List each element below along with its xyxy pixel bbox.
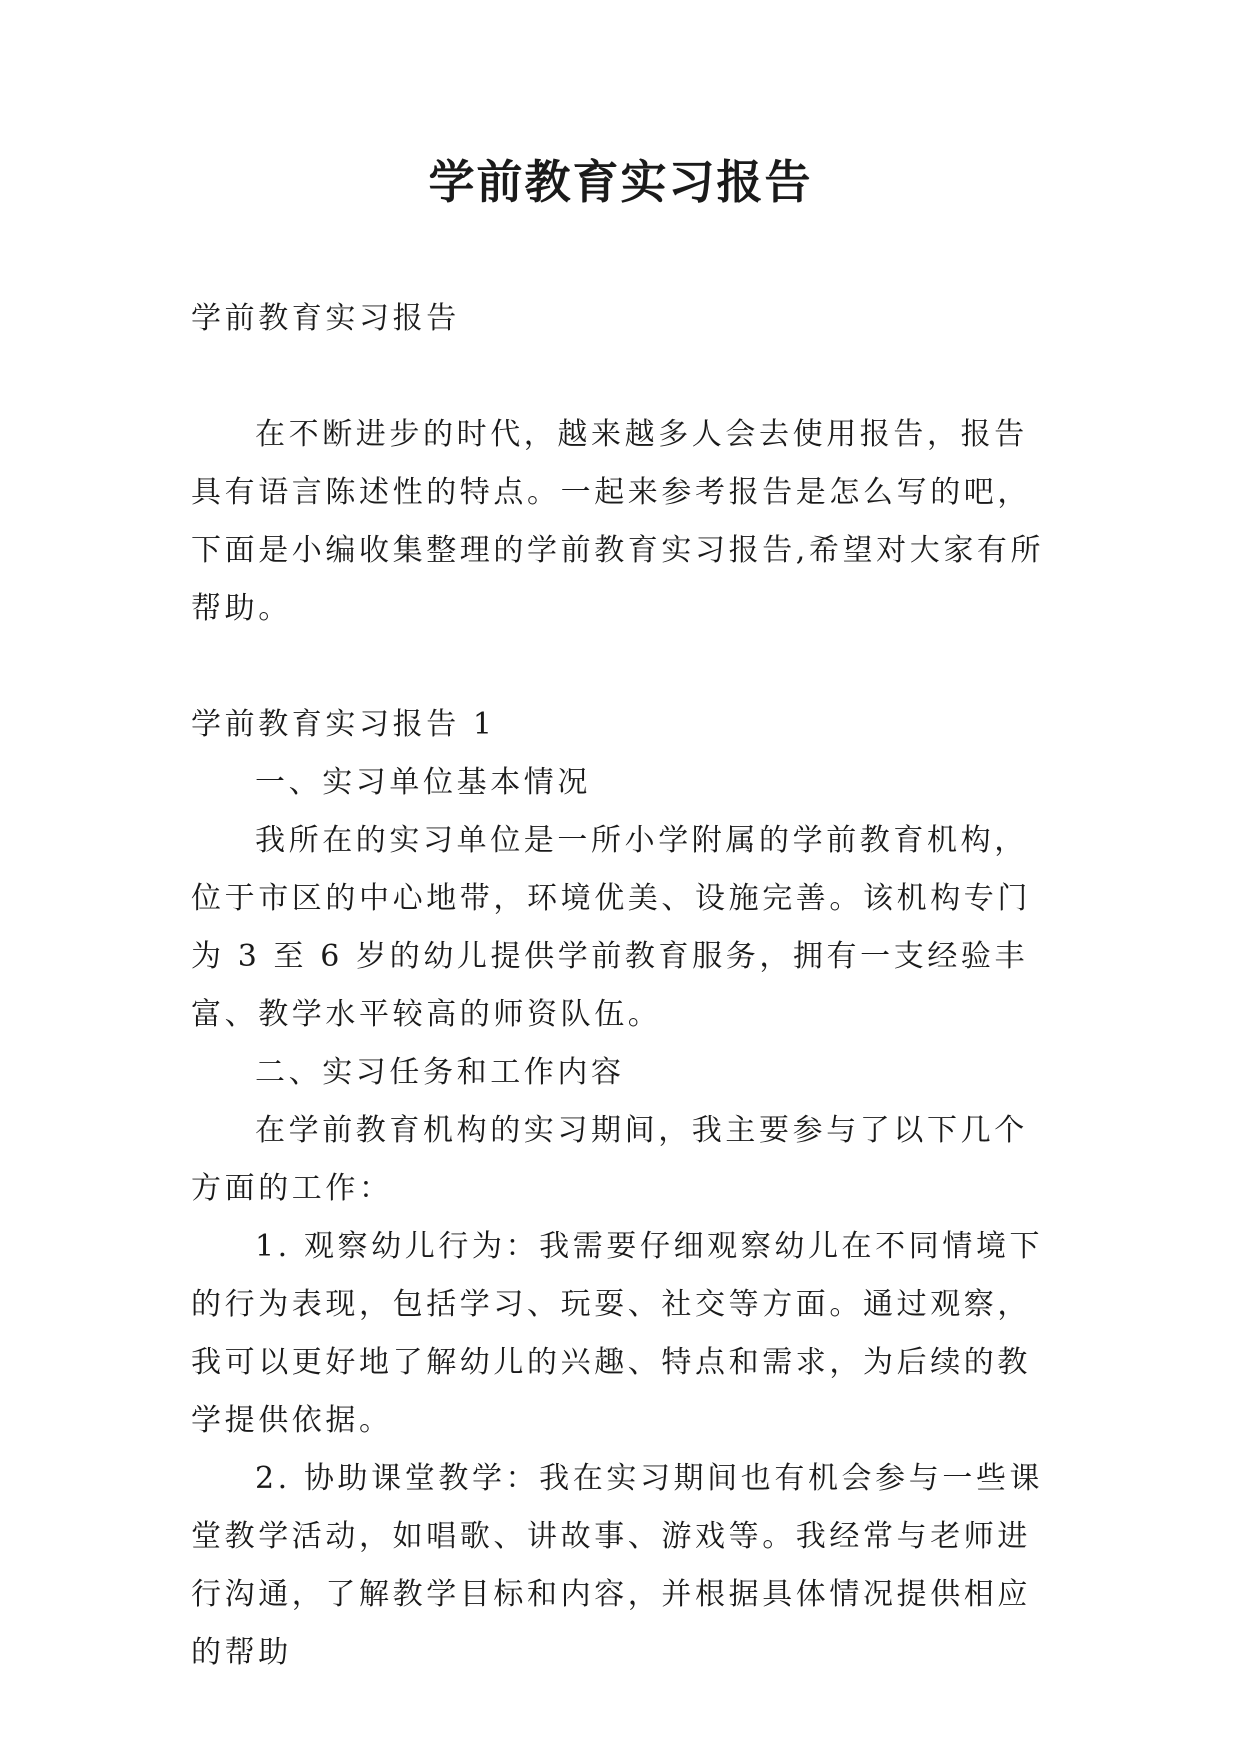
list-item-observe: 1. 观察幼儿行为：我需要仔细观察幼儿在不同情境下的行为表现，包括学习、玩耍、社交等方面。通过观察，我可以更好地了解幼儿的兴趣、特点和需求，为后续的教学提供依据。 [191, 1229, 1044, 1438]
document-body [191, 290, 1051, 1682]
section-title: 学前教育实习报告 1 [191, 707, 496, 742]
section-heading-2: 二、实习任务和工作内容 [255, 1055, 625, 1090]
section-heading-1: 一、实习单位基本情况 [255, 765, 591, 800]
document-title: 学前教育实习报告 [428, 155, 813, 209]
document-subtitle: 学前教育实习报告 [191, 301, 460, 336]
paragraph-unit-info: 我所在的实习单位是一所小学附属的学前教育机构，位于市区的中心地带，环境优美、设施完善。该机构专门为 3 至 6 岁的幼儿提供学前教育服务，拥有一支经验丰富、教学水平较高的师资队伍。 [191, 823, 1031, 1032]
list-item-assist: 2. 协助课堂教学：我在实习期间也有机会参与一些课堂教学活动，如唱歌、讲故事、游戏等。我经常与老师进行沟通，了解教学目标和内容，并根据具体情况提供相应的帮助 [191, 1461, 1044, 1670]
paragraph-tasks-intro: 在学前教育机构的实习期间，我主要参与了以下几个方面的工作： [191, 1113, 1028, 1206]
intro-paragraph: 在不断进步的时代，越来越多人会去使用报告，报告具有语言陈述性的特点。一起来参考报告是怎么写的吧，下面是小编收集整理的学前教育实习报告,希望对大家有所帮助。 [191, 417, 1045, 626]
